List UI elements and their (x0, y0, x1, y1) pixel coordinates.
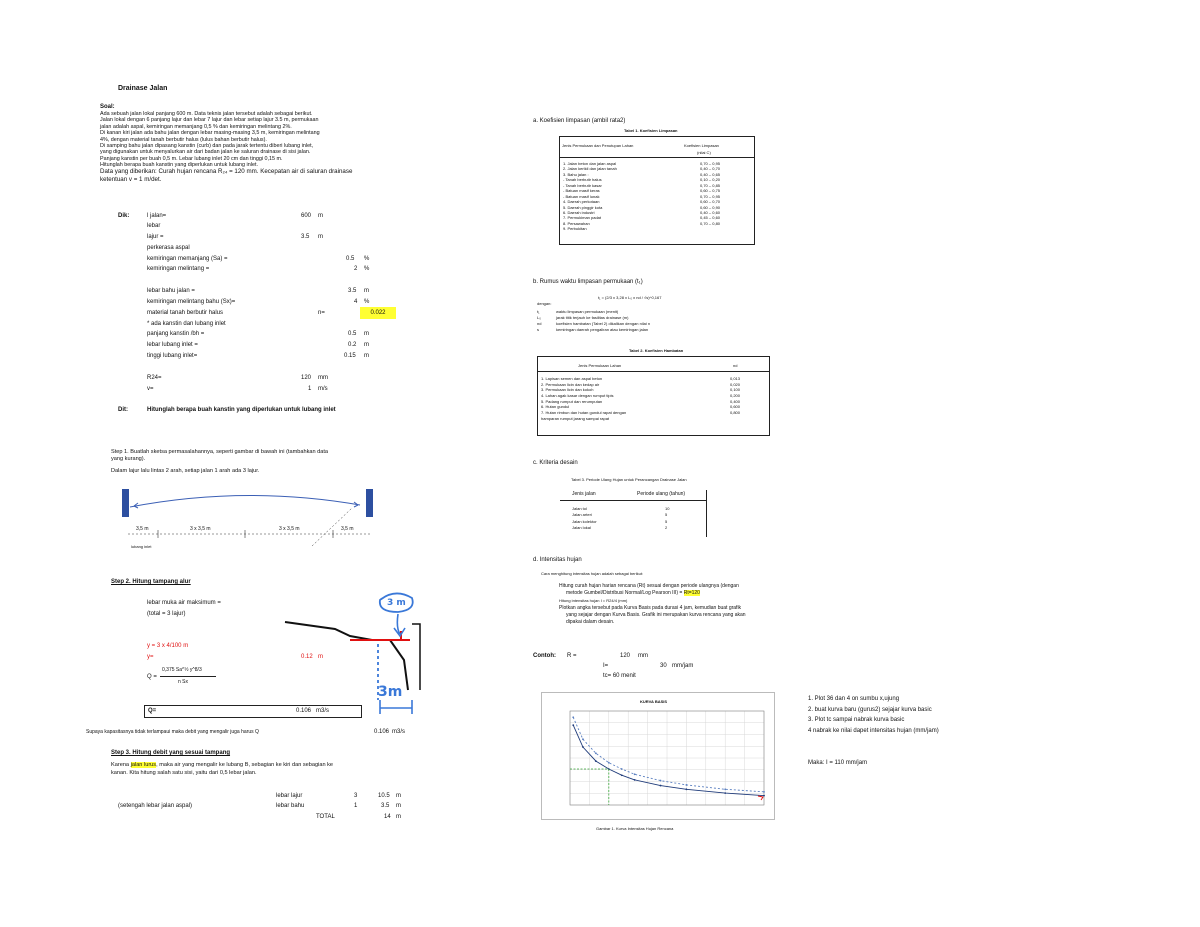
def-symbol: t₁ (537, 309, 540, 314)
step1-line: Step 1. Buatlah sketsa permasalahannya, seperti gambar di bawah ini (tambahkan data (111, 449, 329, 455)
y-value: 0.12 (301, 654, 313, 660)
table2-cell: 0,400 (730, 398, 741, 404)
table1-cell: 7. Permukiman padat (563, 215, 602, 221)
table3-cell: Jalan arteri (572, 512, 592, 518)
given-label: lebar bahu jalan = (147, 288, 195, 294)
contoh-label-r: R = (567, 653, 577, 659)
given-value: 0.5 (346, 256, 355, 262)
table2-cell: hamparan rumput jarang sampai rapat (541, 415, 610, 421)
soal-line: Jalan lokal dengan 6 panjang lajur dan lebar 7 lajur dan lebar setiap lajur 3.5 m, permukaan (100, 117, 319, 124)
table1-cell: 0,60 – 0,75 (700, 188, 721, 194)
road-surface-line (285, 622, 408, 690)
given-value: 0.2 (348, 342, 357, 348)
table2-head: Jenis Permukaan Lahan (578, 363, 622, 368)
step3-highlight: jalan lurus (130, 762, 157, 768)
d-point-3c: dipakai dalam desain. (566, 619, 615, 625)
table3-cell: Jalan tol (572, 506, 587, 511)
table3-head: Jenis jalan (572, 491, 596, 497)
table2-cell: 6. Hutan gundul (541, 404, 570, 410)
table3-cell: Jalan lokal (572, 525, 591, 531)
table1-col-2 (700, 161, 720, 226)
step3-text: Karena (111, 762, 131, 768)
contoh-label: Contoh: (533, 653, 556, 659)
table3-cell: 5 (665, 512, 668, 518)
formula-q-numerator: 0,375 Sa^½ y^8/3 (162, 667, 202, 673)
table2-cell: 3. Permukaan licin dan kokoh (541, 387, 594, 393)
given-label: kemiringan memanjang (Sa) = (147, 256, 228, 262)
formula-y-result-label: y= (147, 654, 154, 660)
soal-line: Ada sebuah jalan lokal panjang 600 m. Data teknis jalan tersebut adalah sebagai berikut. (100, 111, 313, 117)
given-value: 2 (354, 266, 358, 272)
table1-cell: 1. Jalan beton dan jalan aspal (563, 161, 617, 166)
contoh-value: 120 (620, 653, 631, 659)
table1-cell: 0,10 – 0,20 (700, 177, 721, 183)
chart-point (621, 774, 623, 776)
table3-divider (560, 500, 706, 501)
step1-note: Dalam lajur lalu lintas 2 arah, setiap jalan 1 arah ada 3 lajur. (111, 468, 260, 474)
sum-count: 1 (354, 803, 358, 809)
given-label: kemiringan melintang bahu (Sx)= (147, 299, 236, 305)
step-note: 3. Plot tc sampai nabrak kurva basic (808, 717, 905, 723)
table2-cell: 4. Lahan agak kasar dengan rumput tipis (541, 393, 614, 399)
curb-line (412, 624, 420, 690)
section-d-intro: Cara menghitung intensitas hujan adalah sebagai berikut: (541, 571, 644, 576)
sum-label: lebar bahu (276, 803, 305, 809)
contoh-value: 30 (660, 663, 667, 669)
chart-point (634, 779, 636, 781)
def-symbol: L₀ (537, 315, 541, 320)
chart-point (660, 780, 662, 782)
soal-line: ketentuan v = 1 m/det. (100, 175, 162, 183)
d-point-3: Plotkan angka tersebut pada Kurva Basis pada durasi 4 jam, kemudian buat grafik (559, 605, 742, 611)
step3-line: kanan. Kita hitung salah satu sisi, yaitu dari 0,5 lebar jalan. (111, 770, 257, 776)
maka-result: Maka: I = 110 mm/jam (808, 760, 868, 766)
chart-point (724, 788, 726, 790)
given-unit: mm (318, 375, 328, 381)
dit-text: Hitunglah berapa buah kanstin yang diperlukan untuk lubang inlet (147, 407, 336, 413)
def-text: koefisien hambatan (Tabel 2) dikalikan dengan nilai n (556, 321, 651, 326)
chart-plot (542, 693, 774, 819)
y-unit: m (318, 654, 323, 660)
table2-cell: 0,013 (730, 376, 741, 381)
chart-point (621, 768, 623, 770)
chart-point (572, 724, 574, 726)
d-point-1b (566, 591, 700, 596)
step-note: 4 nabrak ke nilai dapet intensitas hujan (mm/jam) (808, 728, 939, 734)
given-value: 120 (301, 375, 312, 381)
step1-line: yang kurang). (111, 455, 146, 462)
table3-cell: 2 (665, 525, 668, 531)
sum-value: 10.5 (378, 793, 390, 799)
table1-cell: 0,70 – 0,95 (700, 193, 721, 199)
n-symbol: n= (318, 310, 325, 316)
t1-def-texts (556, 309, 650, 333)
soal-line: jalan adalah aspal, kemiringan memanjang 0,5 % dan kemiringan melintang 2%. (100, 123, 292, 130)
table2-divider (537, 371, 769, 372)
table1-title: Tabel 1. Koefisien Limpasan (624, 128, 678, 133)
chart-point (608, 762, 610, 764)
table1-cell: - Batuan masif lunak (563, 193, 600, 199)
chart-point (763, 791, 765, 793)
sketch-dim-label: 3 x 3,5 m (279, 526, 300, 532)
given-unit: % (364, 256, 370, 262)
sum-value: 3.5 (381, 803, 390, 809)
table1-cell: - Batuan masif keras (563, 188, 600, 194)
q-note-value: 0.106 (374, 729, 390, 735)
sum-unit: m (396, 793, 401, 799)
table1-cell: 0,70 – 0,95 (700, 161, 721, 166)
table3-cell: Jalan kolektor (572, 518, 597, 524)
table1-cell: 9. Perbukitan (563, 226, 587, 232)
q-value: 0.106 (296, 708, 312, 714)
table1-cell: 0,60 – 0,70 (700, 199, 721, 205)
table1-cell: 3. Bahu jalan : (563, 171, 589, 177)
given-label: material tanah berbutir halus (147, 310, 224, 316)
d-point-2: Hitung intensitas hujan I = R24/4 (mm) (559, 598, 628, 603)
given-value: 600 (301, 213, 312, 219)
given-label: panjang kanstin /bh = (147, 331, 205, 337)
contoh-label-i: I= (603, 663, 609, 669)
def-symbol: nd (537, 321, 542, 326)
step-note: 1. Plot 36 dan 4 on sumbu x,ujung (808, 696, 900, 702)
given-unit: % (364, 299, 370, 305)
table1-head: Koefisien Limpasan (684, 143, 719, 148)
d-point-highlight: Rt=120 (683, 590, 700, 596)
given-unit: m (364, 288, 369, 294)
section-a-title: a. Koefisien limpasan (ambil rata2) (533, 118, 626, 124)
table2-cell: 0,100 (730, 387, 741, 393)
given-value: 3.5 (301, 234, 310, 240)
table1-cell: 0,70 – 0,85 (700, 182, 721, 188)
chart-caption: Gambar 1. Kurva Intensitas Hujan Rencana (596, 826, 674, 831)
formula-t1: t₁ = (2/3 x 3,28 x L₀ x nd / √s)^0,167 (598, 295, 662, 300)
sketch-dim-label: 3,5 m (341, 526, 354, 532)
soal-line: Data yang diberikan: Curah hujan rencana R₂₄ = 120 mm. Kecepatan air di saluran drainase (100, 168, 353, 176)
sketch-dim-label: 3,5 m (136, 526, 149, 532)
given-label: * ada kanstin dan lubang inlet (147, 321, 226, 327)
step2-title: Step 2. Hitung tampang alur (111, 579, 191, 585)
chart-point (686, 784, 688, 786)
handwritten-label-top: 3 m (387, 598, 406, 608)
d-point-3b: yang sejajar dengan Kurva Basis. Grafik ini merupakan kurva rencana yang akan (566, 612, 746, 618)
table3-col-2 (665, 506, 669, 532)
d-point-text: metode Gumbel/Distribusi Normal/Log Pearson III) = (566, 590, 684, 596)
table1-cell: 2. Jalan kerikil dan jalan tanah (563, 166, 617, 172)
given-label: l jalan= (147, 213, 167, 219)
given-label: lebar (147, 223, 161, 229)
table1-cell: 0,60 – 0,90 (700, 204, 721, 210)
chart-point (686, 788, 688, 790)
table2-col-2 (730, 376, 740, 416)
table1-cell: 8. Persawahan (563, 220, 590, 226)
given-value: 0.15 (344, 353, 356, 359)
handwritten-label-bottom: 3m (378, 684, 403, 700)
dengan-label: dengan: (537, 301, 552, 306)
chart-point (763, 795, 765, 797)
given-label: v= (147, 386, 154, 392)
table1-cell: 0,40 – 0,70 (700, 166, 721, 172)
def-symbol: s (537, 327, 539, 332)
table2-cell: 1. Lapisan semen dan aspal beton (541, 376, 603, 381)
contoh-label-tc: tc= 60 menit (603, 673, 636, 679)
given-label: R24= (147, 375, 162, 381)
given-unit: m (318, 213, 323, 219)
table2-cell: 5. Padang rumput dan rerumputan (541, 398, 603, 404)
table1-cell: - Tanah berbutir kasar (563, 182, 602, 188)
soal-line: Panjang kanstin per buah 0,5 m. Lebar lubang inlet 20 cm dan tinggi 0,15 m. (100, 155, 283, 162)
t1-def-symbols (537, 309, 541, 333)
table3-cell: 10 (665, 506, 670, 511)
sum-label: lebar lajur (276, 793, 303, 799)
table1-head: Jenis Permukaan dan Penutupan Lahan (562, 143, 634, 148)
given-unit: m (364, 353, 369, 359)
section-d-title: d. Intensitas hujan (533, 557, 582, 563)
given-value: 3.5 (348, 288, 357, 294)
table1-cell: 0,40 – 0,65 (700, 171, 721, 177)
table2-cell: 0,800 (730, 410, 741, 416)
table3-head: Periode ulang (tahun) (637, 491, 686, 497)
table2-col-1 (541, 376, 626, 421)
step3-text: , maka air yang mengalir ke lubang B, sebagian ke kiri dan sebagian ke (156, 762, 334, 768)
table3-title: Tabel 3. Periode Ulang Hujan untuk Perancangan Drainase Jalan (571, 477, 687, 482)
table1-divider (559, 157, 754, 158)
sum-total-unit: m (396, 814, 401, 820)
dit-label: Dit: (118, 407, 128, 413)
table2-title: Tabel 2. Koefisien Hambatan (629, 348, 684, 353)
section-c-title: c. Kriteria desain (533, 460, 578, 466)
given-label: lajur = (147, 234, 164, 240)
soal-line: yang digunakan untuk menyalurkan air dari badan jalan ke saluran drainase di sisi jalan. (100, 149, 311, 156)
table2-cell: 0,200 (730, 393, 741, 399)
given-label: lebar lubang inlet = (147, 342, 198, 348)
given-label: perkerasa aspal (147, 245, 190, 251)
handwritten-arrow (394, 614, 405, 636)
q-note: Supaya kapasitasnya tidak terlampaui maka debit yang mengalir juga harus Q (86, 729, 259, 735)
step3-line (111, 763, 333, 769)
table1-cell: 5. Daerah pinggir kota (563, 204, 603, 210)
sum-unit: m (396, 803, 401, 809)
dik-label: Dik: (118, 213, 130, 219)
table3-side (706, 490, 707, 537)
table2-cell: 0,600 (730, 404, 741, 410)
section-b-title: b. Rumus waktu limpasan permukaan (t₁) (533, 279, 643, 285)
step2-note: lebar muka air maksimum = (147, 600, 221, 606)
contoh-unit: mm (638, 653, 648, 659)
table1-cell: - Tanah berbutir halus (563, 177, 602, 183)
given-value: 4 (354, 299, 358, 305)
step3-title: Step 3. Hitung debit yang sesuai tampang (111, 750, 231, 756)
given-unit: m (318, 234, 323, 240)
d-point-1: Hitung curah hujan harian rencana (Rt) sesuai dengan periode ulangnya (dengan (559, 583, 739, 589)
page-title: Drainase Jalan (118, 85, 168, 92)
sketch-small-label: lubang inlet (131, 544, 152, 549)
formula-q-prefix: Q = (147, 674, 157, 680)
step-note: 2. buat kurva baru (gurus2) sejajar kurva basic (808, 707, 932, 713)
chart-red-marker (758, 796, 763, 800)
def-text: waktu limpasan permukaan (menit) (556, 309, 619, 314)
intensity-chart (541, 692, 775, 820)
def-text: jarak titik terjauh ke fasilitas drainase (m) (556, 315, 629, 320)
table2-cell: 7. Hutan rimbun dan hutan gundul rapat dengan (541, 410, 627, 416)
chart-title: KURVA BASIS (640, 699, 668, 704)
table1-head: (nilai C) (697, 150, 711, 155)
table1-cell: 4. Daerah perkotaan (563, 199, 600, 205)
chart-point (582, 738, 584, 740)
soal-line: Hitunglah berapa buah kanstin yang diperlukan untuk lubang inlet. (100, 162, 258, 168)
soal-line: Di kanan kiri jalan ada bahu jalan dengan lebar masing-masing 3,5 m, kemiringan melintang (100, 130, 320, 137)
chart-point (634, 773, 636, 775)
q-note-unit: m3/s (392, 729, 406, 735)
soal-line: 4%, dengan material tanah berbutir halus (lulus bahan berbutir halus). (100, 136, 267, 143)
n-value-highlight: 0.022 (360, 307, 396, 319)
q-label: Q= (148, 708, 157, 714)
sketch-dim-label: 3 x 3,5 m (190, 526, 211, 532)
formula-y: y = 3 x 4/100 m (147, 643, 189, 649)
table1-cell: 6. Daerah industri (563, 209, 595, 215)
table1-cell: 0,45 – 0,60 (700, 215, 721, 221)
table2-cell: 2. Permukaan licin dan kedap air (541, 381, 600, 387)
given-unit: m/s (318, 386, 328, 392)
sum-total-label: TOTAL (316, 814, 335, 820)
given-unit: % (364, 266, 370, 272)
soal-label: Soal: (100, 104, 115, 110)
chart-point (660, 785, 662, 787)
soal-line: Di samping bahu jalan dipasang kanstin (curb) dan pada jarak tertentu diberi lubang inlet, (100, 142, 314, 149)
sum-count: 3 (354, 793, 358, 799)
table2-cell: 0,020 (730, 381, 741, 387)
chart-point (595, 752, 597, 754)
table3-cell: 5 (665, 518, 668, 524)
q-unit: m3/s (316, 708, 330, 714)
def-text: kemiringan daerah pengaliran atau kemiringan jalan (556, 327, 649, 332)
given-unit: m (364, 342, 369, 348)
table1-cell: 0,70 – 0,80 (700, 220, 721, 226)
step2-note: (total = 3 lajur) (147, 611, 186, 617)
chart-point (572, 716, 574, 718)
chart-point (582, 746, 584, 748)
given-label: tinggi lubang inlet= (147, 353, 198, 359)
sum-total-value: 14 (384, 814, 391, 820)
formula-q-denominator: n Sx (178, 679, 189, 685)
sum-note: (setengah lebar jalan aspal) (118, 803, 193, 809)
given-value: 1 (308, 386, 312, 392)
table1-col-1 (563, 161, 617, 232)
table2-head: nd (733, 363, 738, 368)
chart-point (724, 792, 726, 794)
chart-point (595, 760, 597, 762)
table3-col-1 (572, 506, 597, 532)
chart-series-line (573, 717, 764, 792)
given-value: 0.5 (348, 331, 357, 337)
contoh-unit: mm/jam (672, 663, 694, 669)
given-unit: m (364, 331, 369, 337)
chart-series-line (573, 725, 764, 796)
given-label: kemiringan melintang = (147, 266, 210, 272)
table1-cell: 0,40 – 0,60 (700, 209, 721, 215)
